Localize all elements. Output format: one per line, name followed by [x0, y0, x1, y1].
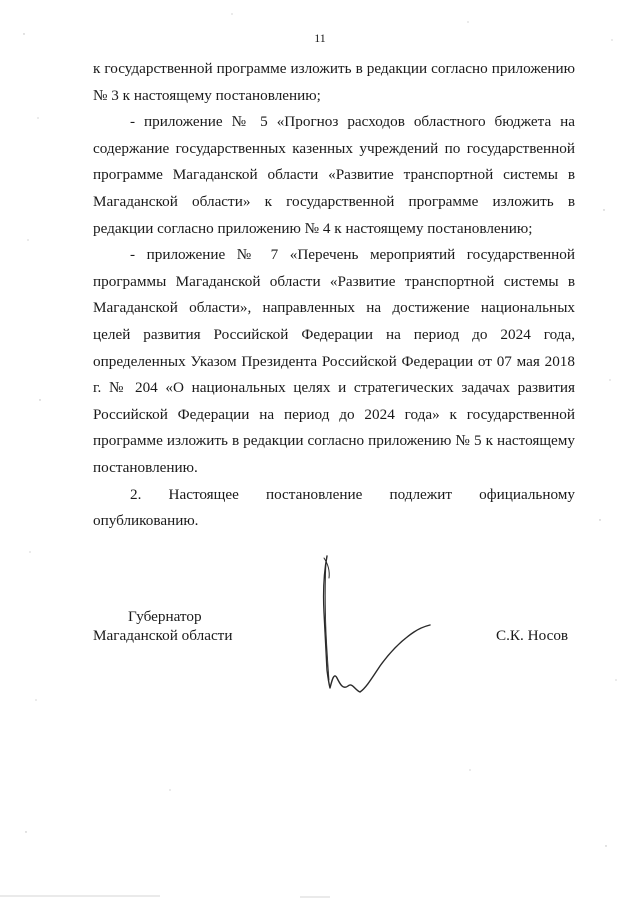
paragraph-4: 2. Настоящее постановление подлежит официальному опубликованию. — [93, 485, 575, 530]
signatory-title-line1: Губернатор — [128, 608, 202, 625]
signatory-title — [93, 607, 232, 645]
paragraph-3: - приложение № 7 «Перечень мероприятий государственной программы Магаданской области «Развитие транспортной системы в Магаданской области», направленных на достижение национальных целей развития Российской Федерации на период до 2024 года, определенных Указом Президента Российской Федерации от 07 мая 2018 г. № 204 «О национальных целях и стратегических задачах развития Российской Федерации на период до 2024 года» к государственной программе изложить в редакции согласно приложению № 5 к настоящему постановлению. — [93, 246, 575, 476]
signatory-name: С.К. Носов — [496, 627, 569, 644]
page-number: 11 — [314, 31, 326, 45]
body-text — [93, 56, 575, 535]
handwritten-signature — [310, 552, 440, 702]
signatory-title-line2: Магаданской области — [93, 627, 233, 644]
paragraph-2: - приложение № 5 «Прогноз расходов областного бюджета на содержание государственных казенных учреждений по государственной программе Магаданской области «Развитие транспортной системы в Магаданской области» к государственной программе изложить в редакции согласно приложению № 4 к настоящему постановлению; — [93, 113, 575, 237]
paragraph-1: к государственной программе изложить в редакции согласно приложению № 3 к настоящему постановлению; — [93, 60, 575, 104]
